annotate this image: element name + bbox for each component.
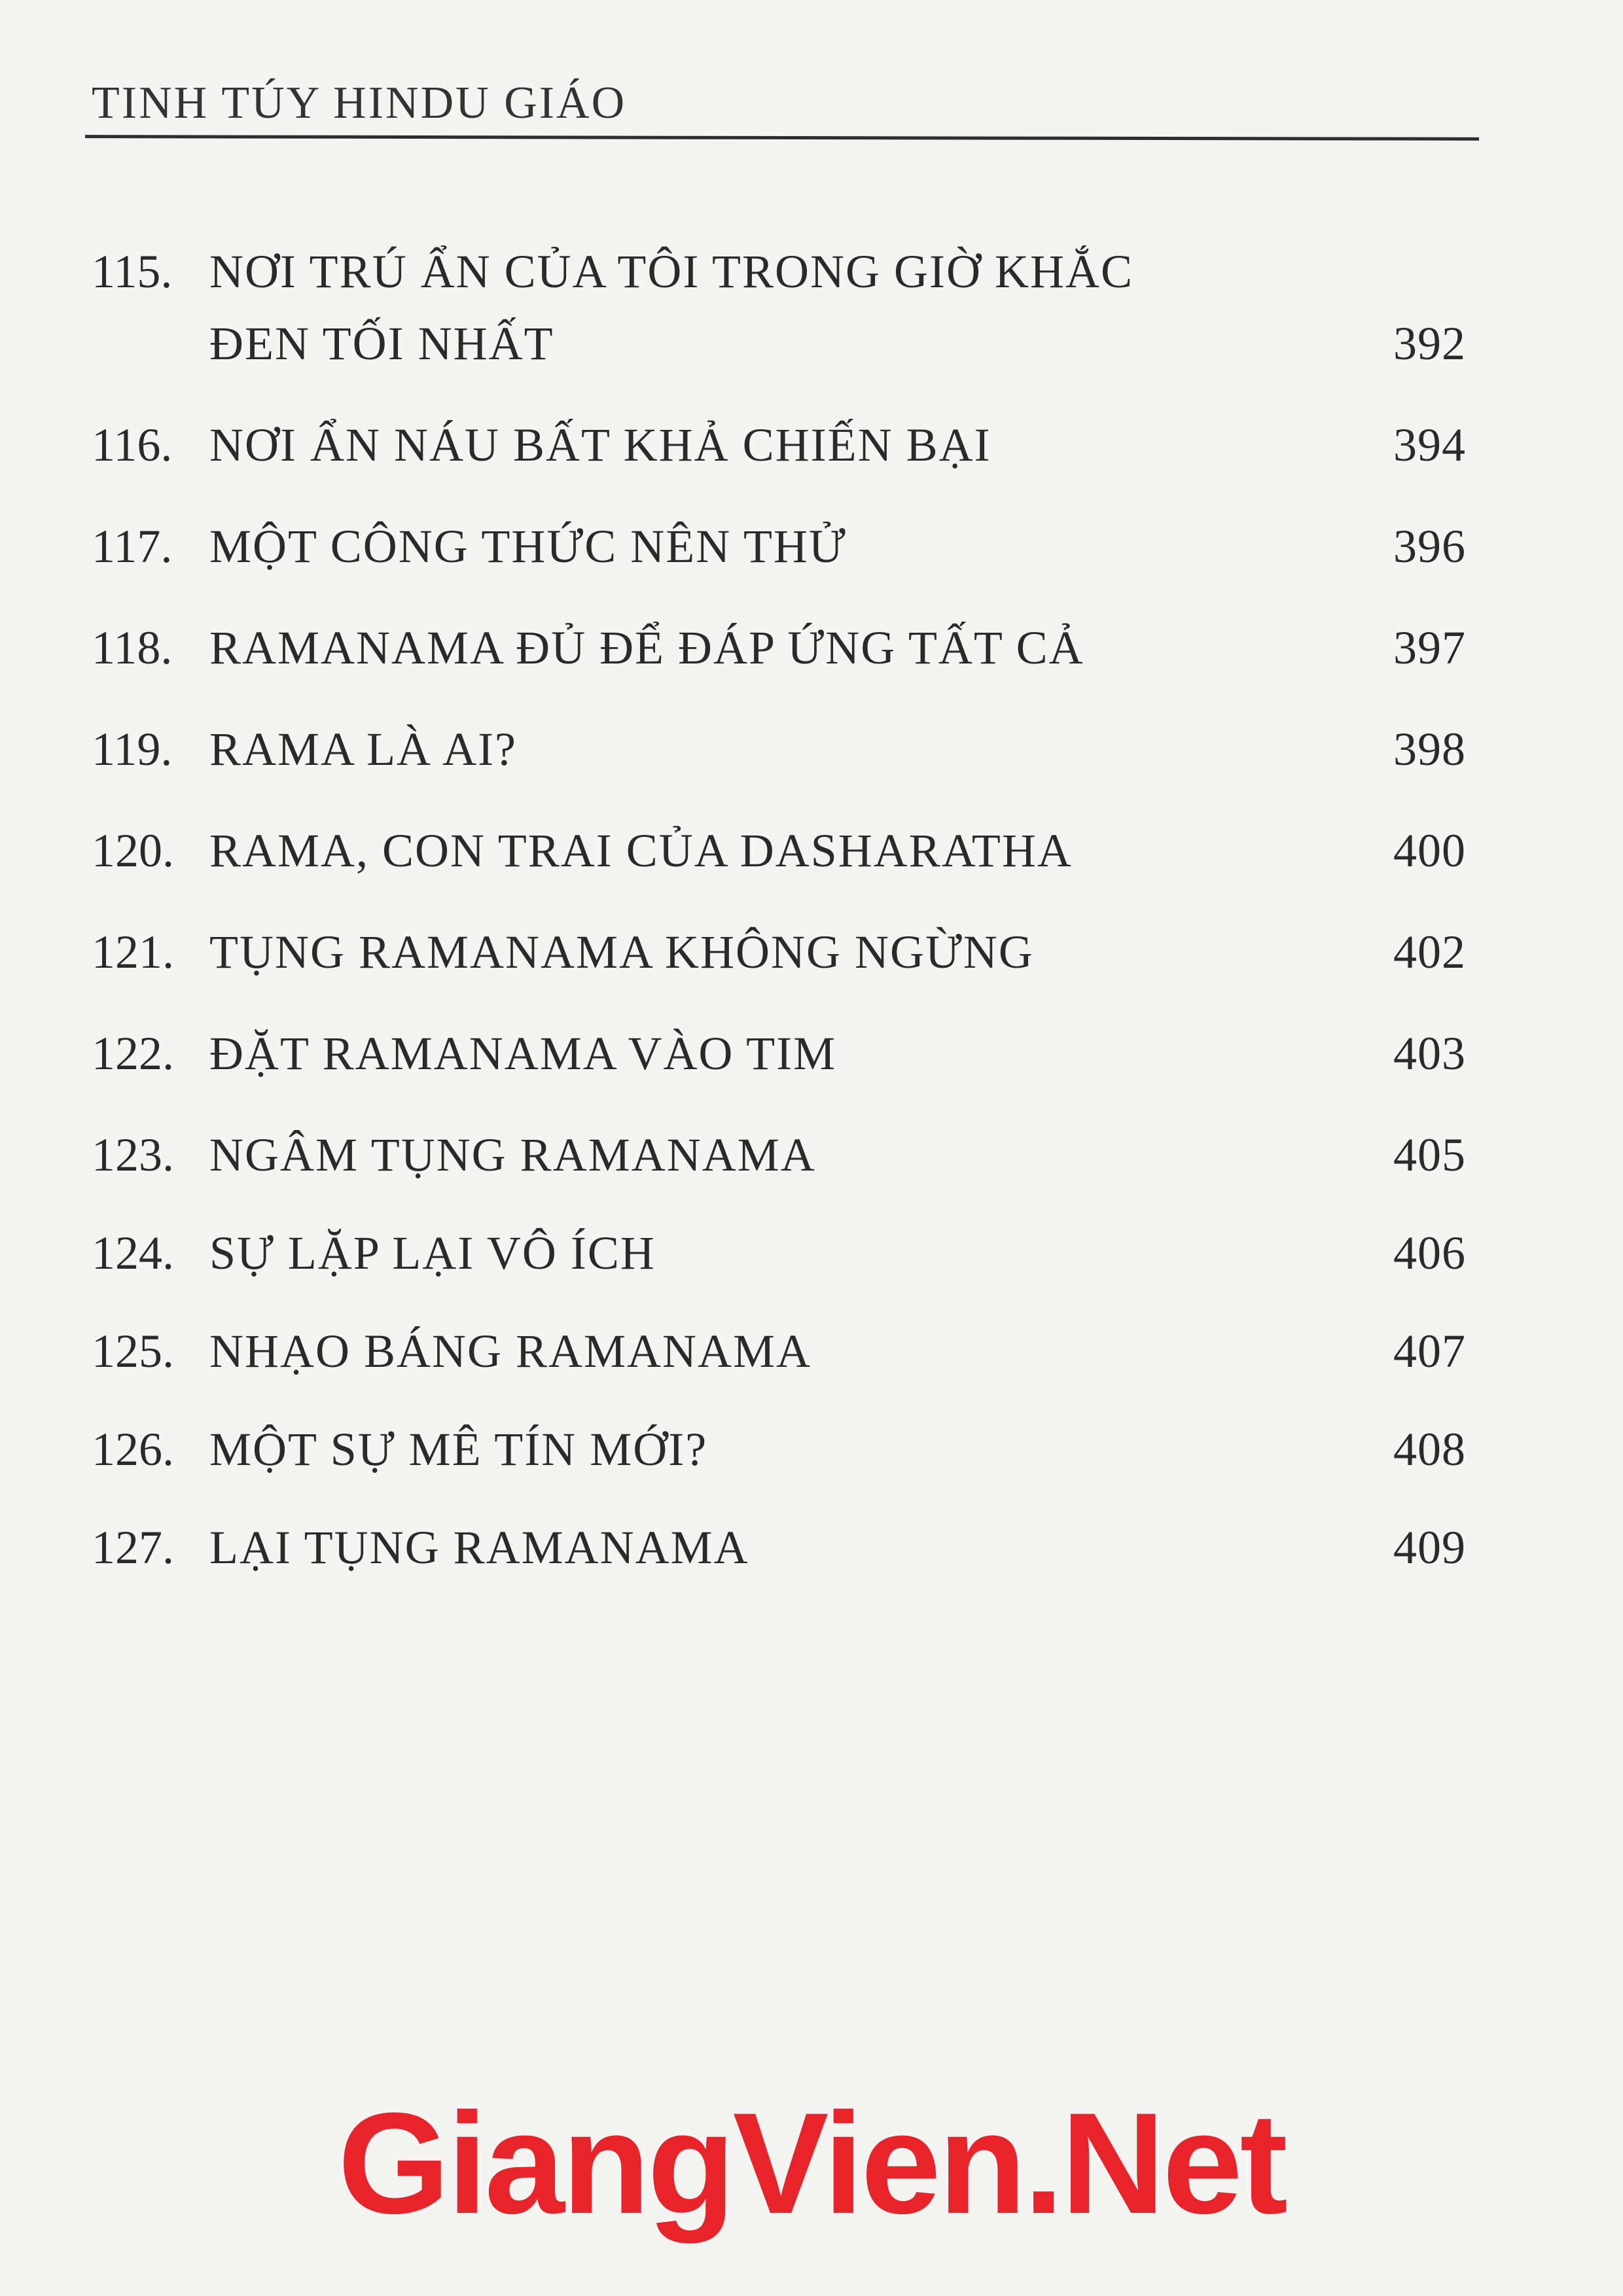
toc-entry-page: 408 <box>1393 1423 1466 1475</box>
toc-entry-number: 121. <box>92 926 174 978</box>
toc-entry-number: 116. <box>92 419 173 471</box>
toc-entry-number: 125. <box>92 1325 174 1377</box>
toc-entry-title-line2: ĐEN TỐI NHẤT <box>209 317 554 370</box>
toc-entry-page: 405 <box>1393 1129 1466 1181</box>
toc-entry-title: RAMA, CON TRAI CỦA DASHARATHA <box>209 824 1073 877</box>
toc-entry-title: MỘT CÔNG THỨC NÊN THỬ <box>209 520 847 573</box>
header-rule <box>85 135 1479 141</box>
toc-entry-title: RAMANAMA ĐỦ ĐỂ ĐÁP ỨNG TẤT CẢ <box>209 622 1084 674</box>
toc-entry-title: TỤNG RAMANAMA KHÔNG NGỪNG <box>209 926 1034 978</box>
toc-entry-title: NƠI ẨN NÁU BẤT KHẢ CHIẾN BẠI <box>209 419 991 471</box>
toc-entry-number: 126. <box>92 1423 174 1475</box>
toc-entry-number: 127. <box>92 1521 174 1574</box>
toc-entry-number: 118. <box>92 622 173 674</box>
toc-entry-page: 398 <box>1393 723 1466 775</box>
toc-entry-page: 397 <box>1393 622 1466 674</box>
toc-entry-number: 119. <box>92 723 173 775</box>
toc-entry-page: 396 <box>1393 520 1466 573</box>
toc-entry-page: 407 <box>1393 1325 1466 1377</box>
toc-entry-title: MỘT SỰ MÊ TÍN MỚI? <box>209 1423 708 1475</box>
toc-entry-number: 124. <box>92 1227 174 1279</box>
toc-entry-title <box>209 236 1133 380</box>
toc-entry-number: 117. <box>92 520 173 573</box>
toc-entry-title: NHẠO BÁNG RAMANAMA <box>209 1325 812 1377</box>
toc-entry-page: 392 <box>1393 317 1466 370</box>
toc-entry-page: 394 <box>1393 419 1466 471</box>
running-header: TINH TÚY HINDU GIÁO <box>92 78 627 128</box>
toc-entry-page: 402 <box>1393 926 1466 978</box>
toc-entry-page: 409 <box>1393 1521 1466 1574</box>
toc-entry-page: 403 <box>1393 1027 1466 1080</box>
watermark-text: GiangVien.Net <box>338 2083 1285 2244</box>
toc-entry-title-line1: NƠI TRÚ ẨN CỦA TÔI TRONG GIỜ KHẮC <box>209 245 1134 298</box>
toc-entry-title: ĐẶT RAMANAMA VÀO TIM <box>209 1027 837 1080</box>
toc-entry-page: 406 <box>1393 1227 1466 1279</box>
toc-entry-title: SỰ LẶP LẠI VÔ ÍCH <box>209 1227 656 1279</box>
toc-entry-page: 400 <box>1393 824 1466 877</box>
toc-entry-number: 120. <box>92 824 174 877</box>
toc-entry-title: LẠI TỤNG RAMANAMA <box>209 1521 749 1574</box>
toc-entry-title: NGÂM TỤNG RAMANAMA <box>209 1129 816 1181</box>
toc-entry-title: RAMA LÀ AI? <box>209 723 517 775</box>
toc-entry-number: 115. <box>92 245 173 298</box>
toc-entry-number: 122. <box>92 1027 174 1080</box>
toc-entry-number: 123. <box>92 1129 174 1181</box>
